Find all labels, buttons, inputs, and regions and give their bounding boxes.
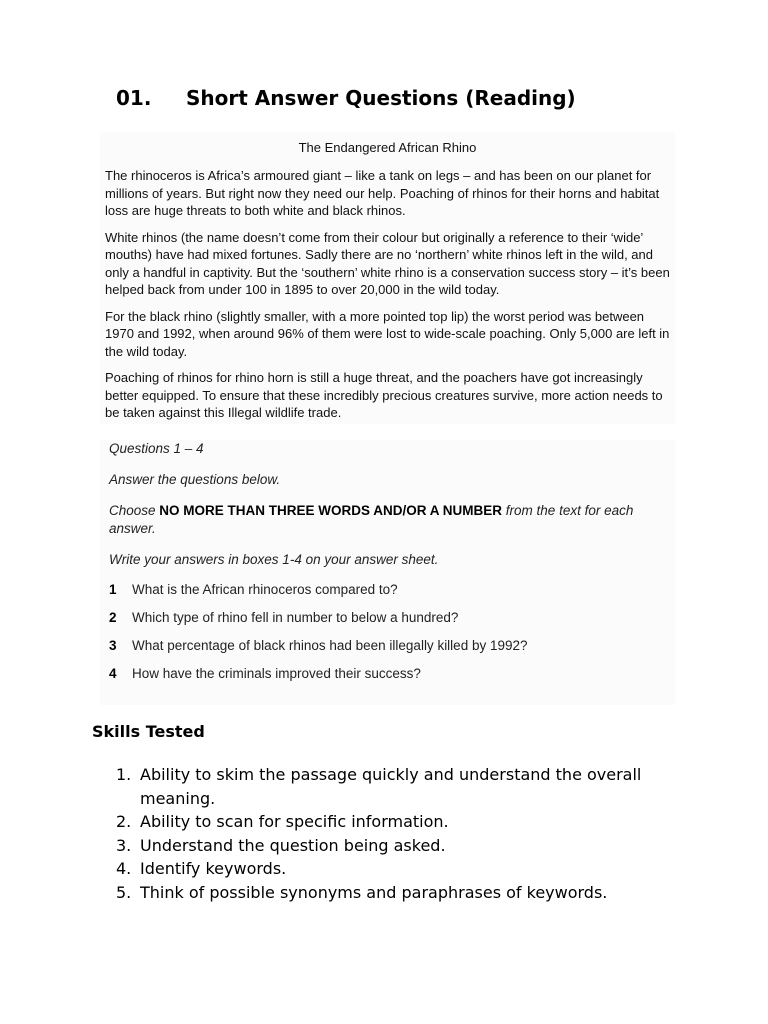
passage-paragraph: The rhinoceros is Africa’s armoured giant – like a tank on legs – and has been on our planet for millions of years. But right now they need our help. Poaching of rhinos for their horns and habitat loss are huge threats to both white and black rhinos. bbox=[105, 168, 660, 218]
reading-passage bbox=[100, 132, 675, 424]
skill-number: 2. bbox=[116, 812, 132, 831]
skill-number: 1. bbox=[116, 765, 132, 784]
skill-item bbox=[116, 810, 676, 834]
question-number: 4 bbox=[109, 666, 117, 681]
section-title: Short Answer Questions (Reading) bbox=[186, 86, 576, 110]
passage-title: The Endangered African Rhino bbox=[298, 140, 477, 155]
section-heading bbox=[116, 86, 576, 110]
passage-paragraph: Poaching of rhinos for rhino horn is still a huge threat, and the poachers have got increasingly better equipped. To ensure that these incredibly precious creatures survive, more action needs to be taken against this Illegal wildlife trade. bbox=[105, 370, 663, 420]
skill-text: Think of possible synonyms and paraphrases of keywords. bbox=[140, 882, 608, 902]
question-text: How have the criminals improved their success? bbox=[132, 666, 421, 681]
instruction-choose-pre: Choose bbox=[109, 503, 160, 518]
passage-paragraph: For the black rhino (slightly smaller, with a more pointed top lip) the worst period was between 1970 and 1992, when around 96% of them were lost to wide-scale poaching. Only 5,000 are left in the wild today. bbox=[105, 308, 670, 359]
skill-item bbox=[116, 763, 676, 810]
skill-item bbox=[116, 881, 676, 905]
question-item bbox=[109, 666, 675, 681]
instruction-answer: Answer the questions below. bbox=[109, 472, 281, 487]
skill-item bbox=[116, 857, 676, 881]
skill-text: Ability to scan for specific information. bbox=[140, 812, 449, 831]
skill-number: 5. bbox=[116, 882, 132, 902]
question-text: What percentage of black rhinos had been illegally killed by 1992? bbox=[132, 638, 528, 653]
question-number: 2 bbox=[109, 610, 117, 625]
instruction-word-limit: NO MORE THAN THREE WORDS AND/OR A NUMBER bbox=[159, 503, 503, 518]
skill-number: 3. bbox=[116, 835, 132, 855]
question-text: Which type of rhino fell in number to below a hundred? bbox=[132, 610, 459, 625]
instruction-write: Write your answers in boxes 1-4 on your answer sheet. bbox=[109, 552, 439, 567]
skill-item bbox=[116, 834, 676, 858]
skills-list bbox=[116, 763, 676, 904]
skills-title: Skills Tested bbox=[92, 722, 205, 741]
passage-paragraph: White rhinos (the name doesn’t come from their colour but originally a reference to their ‘wide’ mouths) have had mixed fortunes. Sadly there are no ‘northern’ white rhinos left in the wild, and only a handful in captivity. But the ‘southern’ white rhino is a conservation success story – it’s been helped back from under 100 in 1895 to over 20,000 in the wild today. bbox=[105, 229, 670, 297]
skill-text: Identify keywords. bbox=[140, 859, 287, 878]
question-item bbox=[109, 582, 675, 597]
skill-text: Understand the question being asked. bbox=[140, 835, 446, 855]
question-number: 1 bbox=[109, 582, 117, 597]
questions-range: Questions 1 – 4 bbox=[109, 441, 204, 456]
skill-number: 4. bbox=[116, 859, 132, 878]
question-number: 3 bbox=[109, 638, 117, 653]
question-text: What is the African rhinoceros compared to? bbox=[132, 582, 398, 597]
section-number: 01. bbox=[116, 86, 152, 110]
skill-text: Ability to skim the passage quickly and understand the overall meaning. bbox=[140, 765, 642, 808]
question-item bbox=[109, 610, 675, 625]
instruction-choose bbox=[109, 502, 674, 538]
questions-block bbox=[100, 440, 675, 705]
instruction-choose-post: from the text for each answer. bbox=[109, 503, 634, 536]
question-item bbox=[109, 638, 675, 653]
